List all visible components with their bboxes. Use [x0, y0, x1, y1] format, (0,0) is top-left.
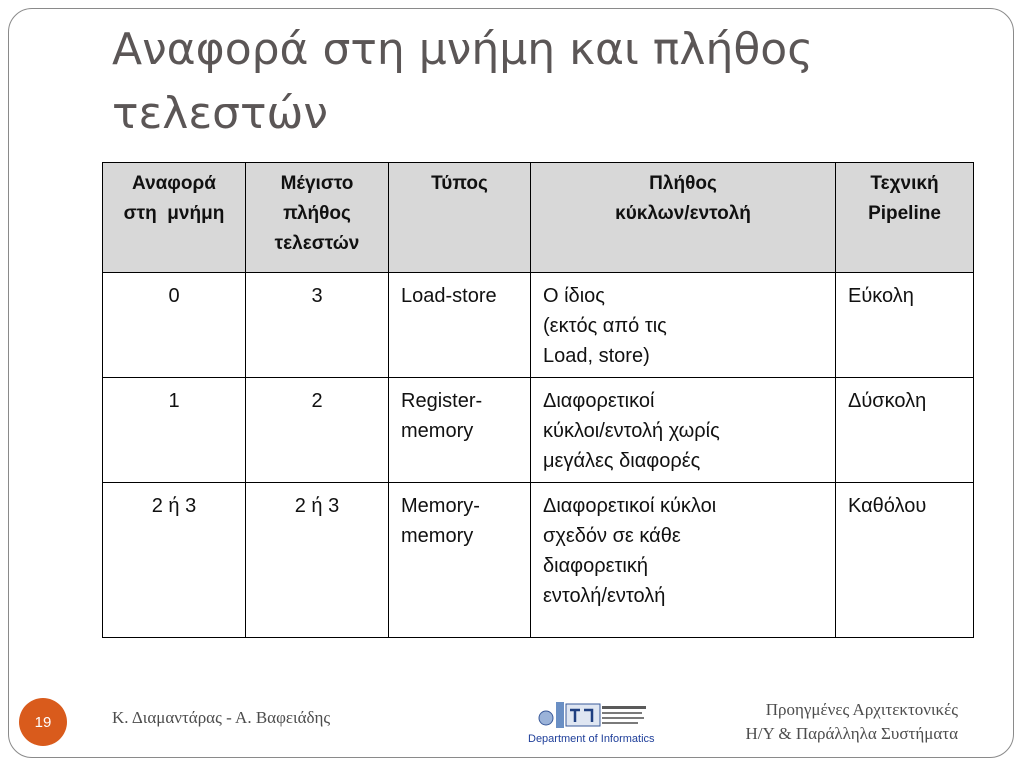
- slide-title: Αναφορά στη μνήμη και πλήθος τελεστών: [112, 24, 814, 139]
- footer-course: [745, 698, 958, 746]
- cell-cycles: Διαφορετικοί κύκλοι σχεδόν σε κάθε διαφορετική εντολή/εντολή: [531, 483, 836, 638]
- logo-caption: Department of Informatics: [528, 733, 655, 745]
- slide-number-badge: 19: [19, 698, 67, 746]
- header-cycles: Πλήθος κύκλων/εντολή: [531, 163, 836, 273]
- cell-max-operands: 3: [246, 273, 389, 378]
- header-memory-refs: Αναφορά στη μνήμη: [103, 163, 246, 273]
- table-header-row: [103, 163, 974, 273]
- cell-memory-refs: 1: [103, 378, 246, 483]
- department-logo: [526, 700, 678, 746]
- table-row: [103, 273, 974, 378]
- header-type: Τύπος: [389, 163, 531, 273]
- cell-max-operands: 2: [246, 378, 389, 483]
- cell-pipeline: Καθόλου: [836, 483, 974, 638]
- table-row: [103, 483, 974, 638]
- header-pipeline: Τεχνική Pipeline: [836, 163, 974, 273]
- cell-memory-refs: 2 ή 3: [103, 483, 246, 638]
- header-max-operands: Μέγιστο πλήθος τελεστών: [246, 163, 389, 273]
- cell-max-operands: 2 ή 3: [246, 483, 389, 638]
- course-title-line1: Προηγμένες Αρχιτεκτονικές: [765, 700, 958, 719]
- footer-authors: Κ. Διαμαντάρας - Α. Βαφειάδης: [112, 708, 331, 727]
- cell-pipeline: Δύσκολη: [836, 378, 974, 483]
- cell-cycles: Ο ίδιος (εκτός από τις Load, store): [531, 273, 836, 378]
- table-row: [103, 378, 974, 483]
- cell-memory-refs: 0: [103, 273, 246, 378]
- cell-pipeline: Εύκολη: [836, 273, 974, 378]
- cell-type: Register- memory: [389, 378, 531, 483]
- cell-type: Load-store: [389, 273, 531, 378]
- course-title-line2: Η/Υ & Παράλληλα Συστήματα: [745, 724, 958, 743]
- cell-type: Memory- memory: [389, 483, 531, 638]
- comparison-table: [102, 162, 974, 638]
- cell-cycles: Διαφορετικοί κύκλοι/εντολή χωρίς μεγάλες διαφορές: [531, 378, 836, 483]
